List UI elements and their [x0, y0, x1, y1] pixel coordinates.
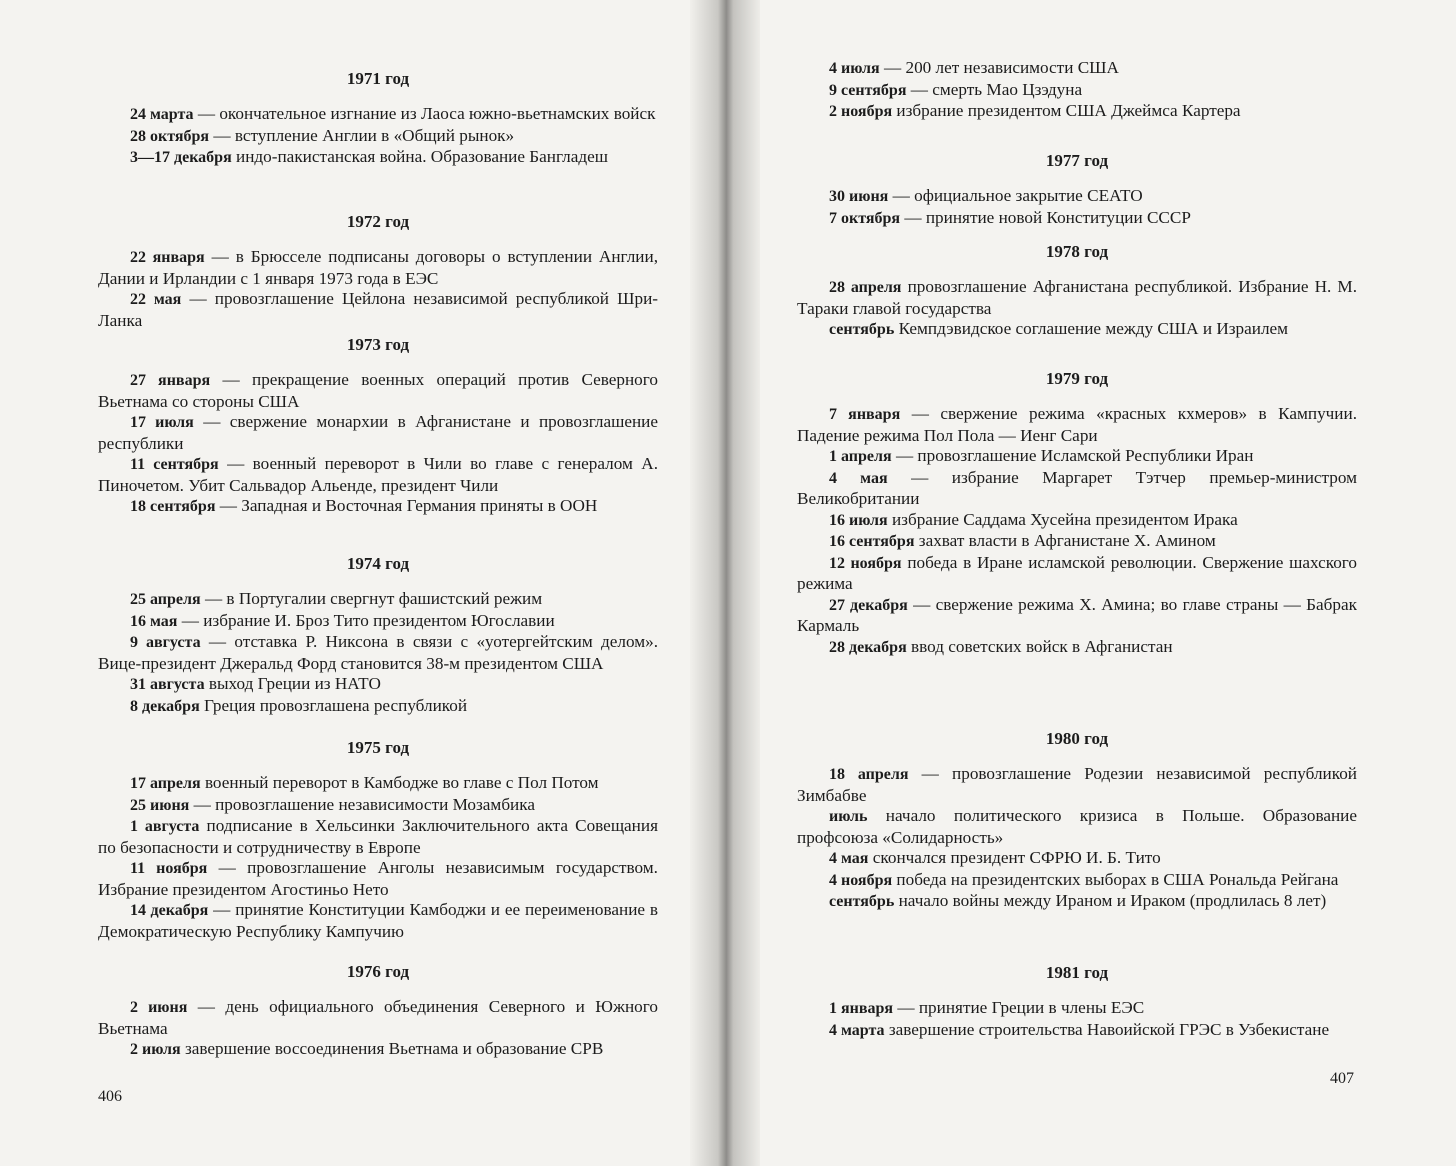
- book-gutter: [690, 0, 760, 1166]
- entry-text: завершение строительства Навоийской ГРЭС в Узбекистане: [884, 1019, 1330, 1039]
- entry-date: 17 апреля: [130, 775, 201, 792]
- year-section: [797, 962, 1357, 1041]
- year-heading: 1974 год: [346, 554, 410, 573]
- entry-date: 18 апреля: [829, 766, 909, 783]
- entry-text: — провозглашение независимости Мозамбика: [189, 794, 535, 814]
- entry-text: — провозглашение Анголы независимым государством. Избрание президентом Агостиньо Нето: [98, 858, 658, 899]
- entry-text: — избрание Маргарет Тэтчер премьер-министром Великобритании: [797, 467, 1357, 508]
- entry-text: избрание президентом США Джеймса Картера: [892, 101, 1241, 120]
- entry-date: 4 июля: [829, 60, 880, 77]
- entry-text: ввод советских войск в Афганистан: [906, 636, 1173, 656]
- chronology-entry: [797, 531, 1357, 553]
- entry-date: 8 декабря: [130, 697, 200, 715]
- year-section: [797, 368, 1357, 658]
- chronology-entry: [797, 468, 1357, 510]
- entry-text: провозглашение Афганистана республикой. Избрание Н. М. Тараки главой государства: [797, 277, 1357, 318]
- entry-date: 16 сентября: [829, 533, 915, 550]
- entry-text: — вступление Англии в «Общий рынок»: [209, 125, 515, 145]
- year-section: [98, 211, 658, 331]
- chronology-entry: [98, 412, 658, 454]
- chronology-entry: [797, 186, 1357, 208]
- year-section: [797, 728, 1357, 913]
- chronology-entry: [98, 696, 658, 718]
- entry-date: сентябрь: [829, 893, 895, 910]
- year-heading: 1978 год: [1045, 242, 1109, 261]
- year-section: [98, 553, 658, 717]
- chronology-entry: [98, 674, 658, 696]
- chronology-entry: [797, 595, 1357, 637]
- year-heading: 1976 год: [346, 962, 410, 981]
- entry-date: 2 ноября: [829, 103, 893, 120]
- chronology-entry: [98, 997, 658, 1039]
- year-section: [797, 150, 1357, 229]
- entry-date: июль: [829, 808, 868, 825]
- chronology-entry: [98, 795, 658, 817]
- entry-date: 18 сентября: [130, 498, 216, 515]
- entry-date: 17 июля: [130, 414, 194, 431]
- entry-date: 9 сентября: [829, 81, 907, 99]
- page-number-left: 406: [98, 1088, 122, 1105]
- entry-text: — военный переворот в Чили во главе с генералом А. Пиночетом. Убит Сальвадор Альенде, президент Чили: [98, 454, 658, 495]
- entry-text: — официальное закрытие СЕАТО: [888, 186, 1143, 205]
- chronology-entry: [98, 147, 658, 169]
- entry-date: 25 июня: [130, 796, 190, 814]
- year-section: [797, 58, 1357, 123]
- entry-date: 4 мая: [829, 850, 869, 867]
- entry-text: победа в Иране исламской революции. Свержение шахского режима: [797, 552, 1358, 593]
- chronology-entry: [797, 404, 1357, 446]
- chronology-entry: [797, 848, 1357, 870]
- chronology-entry: [797, 319, 1357, 341]
- year-heading: 1980 год: [1045, 729, 1109, 748]
- entry-text: — Западная и Восточная Германия приняты в ООН: [215, 496, 598, 515]
- entry-text: — свержение режима «красных кхмеров» в Кампучии. Падение режима Пол Пола — Иенг Сари: [797, 404, 1357, 445]
- entry-date: 2 июня: [130, 999, 188, 1016]
- year-heading: 1975 год: [346, 738, 410, 757]
- year-section: [797, 241, 1357, 341]
- chronology-entry: [797, 553, 1357, 595]
- year-section: [98, 961, 658, 1061]
- entry-date: 27 декабря: [829, 596, 908, 614]
- entry-text: — свержение режима Х. Амина; во главе страны — Бабрак Кармаль: [797, 594, 1357, 635]
- entry-text: скончался президент СФРЮ И. Б. Тито: [868, 848, 1161, 867]
- page-number-right: 407: [1330, 1070, 1354, 1087]
- right-page: [797, 0, 1357, 1166]
- year-heading: 1972 год: [346, 212, 410, 231]
- entry-text: индо-пакистанская война. Образование Бангладеш: [231, 147, 608, 166]
- entry-date: 14 декабря: [130, 902, 209, 919]
- chronology-entry: [797, 101, 1357, 123]
- year-heading: 1971 год: [346, 69, 410, 88]
- year-section: [98, 737, 658, 942]
- chronology-entry: [797, 277, 1357, 319]
- entry-date: 7 октября: [829, 209, 901, 227]
- entry-date: 28 апреля: [829, 279, 902, 296]
- entry-text: — 200 лет независимости США: [879, 58, 1119, 77]
- entry-text: — отставка Р. Никсона в связи с «уотергейтским делом». Вице-президент Джеральд Форд становится 38-м президентом США: [98, 632, 659, 673]
- year-heading: 1977 год: [1045, 151, 1109, 170]
- entry-date: 3—17 декабря: [130, 149, 232, 166]
- entry-date: 12 ноября: [829, 554, 902, 572]
- chronology-entry: [797, 1020, 1357, 1042]
- entry-text: — принятие Греции в члены ЕЭС: [893, 998, 1145, 1017]
- chronology-entry: [797, 891, 1357, 913]
- chronology-entry: [98, 454, 658, 496]
- entry-date: 28 декабря: [829, 638, 907, 656]
- entry-date: 4 марта: [829, 1021, 885, 1039]
- entry-text: — день официального объединения Северного и Южного Вьетнама: [98, 997, 658, 1038]
- entry-text: Кемпдэвидское соглашение между США и Израилем: [894, 319, 1289, 338]
- entry-date: 1 апреля: [829, 448, 892, 465]
- entry-date: 16 мая: [130, 612, 178, 630]
- chronology-entry: [98, 104, 658, 126]
- entry-date: 28 октября: [130, 127, 210, 145]
- chronology-entry: [797, 998, 1357, 1020]
- chronology-entry: [797, 806, 1357, 848]
- entry-text: — избрание И. Броз Тито президентом Югославии: [177, 610, 555, 630]
- entry-text: подписание в Хельсинки Заключительного акта Совещания по безопасности и сотрудничеству в Европе: [98, 816, 658, 857]
- year-heading: 1973 год: [346, 335, 410, 354]
- entry-date: 22 мая: [130, 291, 182, 308]
- chronology-entry: [98, 126, 658, 148]
- chronology-entry: [797, 510, 1357, 532]
- chronology-entry: [797, 80, 1357, 102]
- entry-text: выход Греции из НАТО: [204, 674, 381, 693]
- entry-text: — провозглашение Цейлона независимой республикой Шри-Ланка: [98, 289, 659, 330]
- entry-text: — принятие новой Конституции СССР: [900, 207, 1191, 227]
- entry-date: 22 января: [130, 249, 205, 266]
- entry-date: 7 января: [829, 406, 901, 423]
- entry-date: сентябрь: [829, 321, 895, 338]
- entry-text: — свержение монархии в Афганистане и провозглашение республики: [98, 412, 658, 453]
- entry-text: захват власти в Афганистане Х. Амином: [914, 531, 1216, 550]
- entry-date: 2 июля: [130, 1041, 181, 1058]
- entry-text: — принятие Конституции Камбоджи и ее переименование в Демократическую Республику Кампучию: [98, 900, 659, 941]
- chronology-entry: [797, 58, 1357, 80]
- chronology-entry: [98, 589, 658, 611]
- entry-date: 1 января: [829, 1000, 894, 1017]
- chronology-entry: [98, 816, 658, 858]
- entry-date: 16 июля: [829, 511, 888, 529]
- chronology-entry: [98, 900, 658, 942]
- entry-text: начало войны между Ираном и Ираком (продлилась 8 лет): [894, 891, 1327, 910]
- chronology-entry: [797, 637, 1357, 659]
- chronology-entry: [797, 870, 1357, 892]
- entry-date: 4 мая: [829, 469, 888, 487]
- left-page: [98, 0, 658, 1166]
- chronology-entry: [797, 764, 1357, 806]
- entry-date: 9 августа: [130, 634, 201, 651]
- chronology-entry: [98, 1039, 658, 1061]
- entry-text: — в Брюсселе подписаны договоры о вступлении Англии, Дании и Ирландии с 1 января 1973 года в ЕЭС: [98, 247, 658, 288]
- entry-text: — прекращение военных операций против Северного Вьетнама со стороны США: [98, 370, 658, 411]
- entry-date: 31 августа: [130, 676, 205, 693]
- entry-text: завершение воссоединения Вьетнама и образование СРВ: [180, 1039, 604, 1058]
- entry-text: — окончательное изгнание из Лаоса южно-вьетнамских войск: [193, 104, 656, 123]
- chronology-entry: [98, 496, 658, 518]
- entry-date: 24 марта: [130, 106, 194, 123]
- entry-text: военный переворот в Камбодже во главе с Пол Потом: [200, 773, 599, 792]
- chronology-entry: [98, 247, 658, 289]
- year-section: [98, 334, 658, 518]
- entry-text: — смерть Мао Цзэдуна: [906, 79, 1083, 99]
- chronology-entry: [98, 773, 658, 795]
- chronology-entry: [797, 446, 1357, 468]
- entry-text: Греция провозглашена республикой: [199, 695, 468, 715]
- year-heading: 1981 год: [1045, 963, 1109, 982]
- entry-date: 11 ноября: [130, 860, 208, 877]
- entry-date: 1 августа: [130, 818, 200, 835]
- chronology-entry: [98, 611, 658, 633]
- chronology-entry: [98, 289, 658, 331]
- entry-date: 11 сентября: [130, 456, 219, 473]
- chronology-entry: [98, 858, 658, 900]
- entry-date: 30 июня: [829, 188, 889, 205]
- chronology-entry: [98, 632, 658, 674]
- entry-text: — провозглашение Исламской Республики Иран: [891, 446, 1254, 465]
- year-section: [98, 68, 658, 169]
- chronology-entry: [797, 208, 1357, 230]
- entry-text: — в Португалии свергнут фашистский режим: [200, 589, 543, 608]
- chronology-entry: [98, 370, 658, 412]
- entry-text: избрание Саддама Хусейна президентом Ирака: [887, 509, 1238, 529]
- entry-text: — провозглашение Родезии независимой республикой Зимбабве: [797, 764, 1357, 805]
- year-heading: 1979 год: [1045, 369, 1109, 388]
- entry-date: 4 ноября: [829, 871, 893, 889]
- entry-date: 27 января: [130, 372, 211, 389]
- entry-date: 25 апреля: [130, 591, 201, 608]
- entry-text: начало политического кризиса в Польше. Образование профсоюза «Солидарность»: [797, 806, 1357, 847]
- entry-text: победа на президентских выборах в США Рональда Рейгана: [892, 869, 1339, 889]
